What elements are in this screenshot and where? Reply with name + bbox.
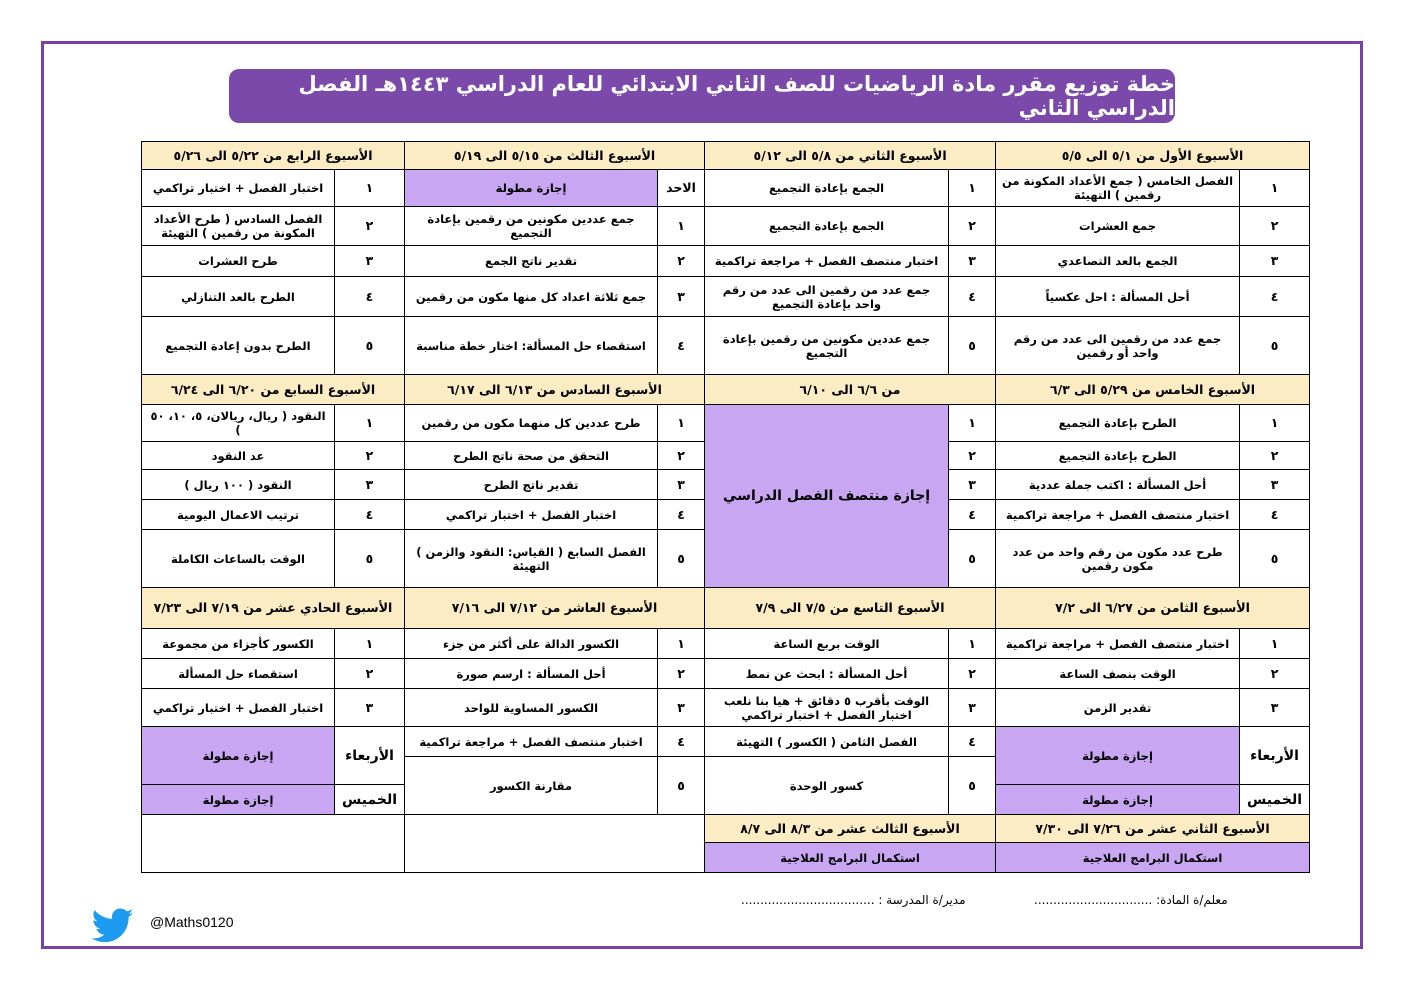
lesson-title: اختبار منتصف الفصل + مراجعة تراكمية — [705, 246, 949, 277]
lesson-number: ٤ — [335, 500, 405, 530]
lesson-number: ٥ — [335, 530, 405, 588]
lesson-title: الفصل الخامس ( جمع الأعداد المكونة من رقمين ) التهيئة — [996, 170, 1240, 207]
day-label: الخميس — [1240, 785, 1310, 815]
lesson-number: ٥ — [658, 757, 705, 815]
lesson-number: ١ — [949, 405, 996, 442]
lesson-row — [142, 689, 1310, 727]
lesson-number: ١ — [1240, 170, 1310, 207]
lesson-title: ترتيب الاعمال اليومية — [142, 500, 335, 530]
week-header: الأسبوع الحادي عشر من ٧/١٩ الى ٧/٢٣ — [142, 588, 405, 629]
lesson-title: الطرح بدون إعادة التجميع — [142, 317, 335, 375]
lesson-number: ٣ — [1240, 689, 1310, 727]
week-header-row — [142, 815, 1310, 843]
lesson-number: ٣ — [335, 470, 405, 500]
lesson-row — [142, 727, 1310, 757]
lesson-title: الوقت بالساعات الكاملة — [142, 530, 335, 588]
week-header: الأسبوع الخامس من ٥/٢٩ الى ٦/٣ — [996, 375, 1310, 405]
lesson-title: اختبار منتصف الفصل + مراجعة تراكمية — [996, 629, 1240, 659]
holiday-cell: إجازة مطولة — [142, 785, 335, 815]
lesson-number: ٥ — [1240, 530, 1310, 588]
lesson-title: تقدير ناتج الجمع — [405, 246, 658, 277]
week-header: الأسبوع الرابع من ٥/٢٢ الى ٥/٢٦ — [142, 142, 405, 170]
week-header-row — [142, 142, 1310, 170]
lesson-number: ٢ — [658, 659, 705, 689]
lesson-title: الكسور المساوية للواحد — [405, 689, 658, 727]
lesson-title: أحل المسألة : احل عكسياً — [996, 277, 1240, 317]
lesson-row — [142, 170, 1310, 207]
lesson-row — [142, 659, 1310, 689]
lesson-title: الجمع بإعادة التجميع — [705, 207, 949, 246]
lesson-title: الكسور كأجزاء من مجموعة — [142, 629, 335, 659]
lesson-title: الطرح بالعد التنازلي — [142, 277, 335, 317]
lesson-title: عد النقود — [142, 442, 335, 470]
lesson-number: ١ — [335, 405, 405, 442]
day-label: الاحد — [658, 170, 705, 207]
lesson-number: ٤ — [658, 317, 705, 375]
lesson-title: اختبار منتصف الفصل + مراجعة تراكمية — [405, 727, 658, 757]
lesson-number: ٢ — [949, 442, 996, 470]
day-label: الأربعاء — [335, 727, 405, 785]
lesson-row — [142, 207, 1310, 246]
lesson-number: ١ — [658, 207, 705, 246]
lesson-number: ٥ — [1240, 317, 1310, 375]
lesson-title: استقصاء حل المسألة — [142, 659, 335, 689]
lesson-title: استقصاء حل المسألة: اختار خطة مناسبة — [405, 317, 658, 375]
lesson-number: ٤ — [335, 277, 405, 317]
lesson-number: ٢ — [335, 207, 405, 246]
lesson-title: الطرح بإعادة التجميع — [996, 442, 1240, 470]
lesson-number: ٥ — [658, 530, 705, 588]
lesson-row — [142, 277, 1310, 317]
lesson-title: الوقت بأقرب ٥ دقائق + هيا بنا نلعب اختبار الفصل + اختبار تراكمي — [705, 689, 949, 727]
lesson-number: ٣ — [658, 470, 705, 500]
week-header: الأسبوع الأول من ٥/١ الى ٥/٥ — [996, 142, 1310, 170]
principal-signature-line: مدير/ة المدرسة : ................................... — [741, 893, 966, 907]
lesson-number: ٤ — [1240, 500, 1310, 530]
holiday-cell: إجازة مطولة — [405, 170, 658, 207]
page-title: خطة توزيع مقرر مادة الرياضيات للصف الثاني الابتدائي للعام الدراسي ١٤٤٣هـ الفصل الدراسي الثاني — [229, 69, 1175, 123]
lesson-title: الفصل الثامن ( الكسور ) التهيئة — [705, 727, 949, 757]
lesson-title: النقود ( ريال، ريالان، ٥، ١٠، ٥٠ ) — [142, 405, 335, 442]
lesson-number: ٤ — [658, 500, 705, 530]
holiday-cell: إجازة مطولة — [996, 785, 1240, 815]
lesson-number: ١ — [1240, 405, 1310, 442]
lesson-number: ٥ — [949, 530, 996, 588]
lesson-title: الفصل السابع ( القياس: النقود والزمن ) التهيئة — [405, 530, 658, 588]
lesson-row — [142, 246, 1310, 277]
day-label: الخميس — [335, 785, 405, 815]
lesson-number: ٥ — [335, 317, 405, 375]
week-header-row — [142, 588, 1310, 629]
lesson-number: ٣ — [1240, 246, 1310, 277]
lesson-number: ٣ — [949, 470, 996, 500]
schedule-table — [141, 141, 1310, 873]
lesson-number: ٤ — [1240, 277, 1310, 317]
lesson-title: جمع عددين مكونين من رقمين بإعادة التجميع — [705, 317, 949, 375]
holiday-cell: إجازة مطولة — [996, 727, 1240, 785]
lesson-title: الجمع بالعد التصاعدي — [996, 246, 1240, 277]
lesson-title: جمع ثلاثة اعداد كل منها مكون من رقمين — [405, 277, 658, 317]
remedial-cell: استكمال البرامج العلاجية — [996, 843, 1310, 873]
lesson-title: التحقق من صحة ناتج الطرح — [405, 442, 658, 470]
social-handle: @Maths0120 — [150, 914, 234, 930]
lesson-title: تقدير الزمن — [996, 689, 1240, 727]
teacher-signature-line: معلم/ة المادة: ............................... — [1034, 893, 1228, 907]
lesson-number: ١ — [658, 405, 705, 442]
lesson-number: ٢ — [658, 246, 705, 277]
lesson-number: ٣ — [949, 246, 996, 277]
lesson-number: ٣ — [658, 277, 705, 317]
lesson-title: النقود ( ١٠٠ ريال ) — [142, 470, 335, 500]
lesson-number: ٣ — [1240, 470, 1310, 500]
lesson-title: الوقت بربع الساعة — [705, 629, 949, 659]
lesson-number: ١ — [1240, 629, 1310, 659]
week-header: الأسبوع الثاني عشر من ٧/٢٦ الى ٧/٣٠ — [996, 815, 1310, 843]
twitter-bird-icon — [92, 908, 134, 944]
midterm-holiday-cell: إجازة منتصف الفصل الدراسي — [705, 405, 949, 588]
lesson-number: ٥ — [949, 757, 996, 815]
week-header: من ٦/٦ الى ٦/١٠ — [705, 375, 996, 405]
lesson-number: ١ — [949, 629, 996, 659]
lesson-title: اختبار الفصل + اختبار تراكمي — [142, 170, 335, 207]
lesson-number: ٢ — [1240, 659, 1310, 689]
empty-cell — [142, 815, 405, 873]
lesson-title: جمع العشرات — [996, 207, 1240, 246]
lesson-row — [142, 629, 1310, 659]
lesson-title: اختبار الفصل + اختبار تراكمي — [405, 500, 658, 530]
lesson-title: أحل المسألة : ابحث عن نمط — [705, 659, 949, 689]
week-header: الأسبوع التاسع من ٧/٥ الى ٧/٩ — [705, 588, 996, 629]
lesson-number: ٢ — [658, 442, 705, 470]
week-header: الأسبوع العاشر من ٧/١٢ الى ٧/١٦ — [405, 588, 705, 629]
lesson-title: اختبار الفصل + اختبار تراكمي — [142, 689, 335, 727]
lesson-number: ٢ — [949, 659, 996, 689]
lesson-title: طرح عدد مكون من رقم واحد من عدد مكون رقمين — [996, 530, 1240, 588]
lesson-title: الوقت بنصف الساعة — [996, 659, 1240, 689]
lesson-number: ٢ — [1240, 442, 1310, 470]
lesson-number: ١ — [949, 170, 996, 207]
week-header: الأسبوع الثاني من ٥/٨ الى ٥/١٢ — [705, 142, 996, 170]
lesson-number: ٤ — [658, 727, 705, 757]
week-header: الأسبوع الثامن من ٦/٢٧ الى ٧/٢ — [996, 588, 1310, 629]
lesson-number: ٢ — [949, 207, 996, 246]
lesson-number: ٤ — [949, 500, 996, 530]
lesson-number: ٤ — [949, 277, 996, 317]
lesson-number: ٣ — [335, 246, 405, 277]
lesson-number: ١ — [658, 629, 705, 659]
lesson-number: ٣ — [949, 689, 996, 727]
lesson-title: مقارنة الكسور — [405, 757, 658, 815]
lesson-number: ٢ — [335, 659, 405, 689]
lesson-title: طرح العشرات — [142, 246, 335, 277]
lesson-title: الفصل السادس ( طرح الأعداد المكونة من رقمين ) التهيئة — [142, 207, 335, 246]
lesson-number: ٢ — [1240, 207, 1310, 246]
week-header: الأسبوع الثالث عشر من ٨/٣ الى ٨/٧ — [705, 815, 996, 843]
lesson-title: اختبار منتصف الفصل + مراجعة تراكمية — [996, 500, 1240, 530]
lesson-title: جمع عددين مكونين من رقمين بإعادة التجميع — [405, 207, 658, 246]
lesson-title: طرح عددين كل منهما مكون من رقمين — [405, 405, 658, 442]
lesson-title: أحل المسألة : ارسم صورة — [405, 659, 658, 689]
lesson-number: ٣ — [335, 689, 405, 727]
week-header: الأسبوع السادس من ٦/١٣ الى ٦/١٧ — [405, 375, 705, 405]
holiday-cell: إجازة مطولة — [142, 727, 335, 785]
day-label: الأربعاء — [1240, 727, 1310, 785]
lesson-number: ١ — [335, 170, 405, 207]
lesson-title: الطرح بإعادة التجميع — [996, 405, 1240, 442]
lesson-row — [142, 405, 1310, 442]
lesson-row — [142, 317, 1310, 375]
lesson-number: ٤ — [949, 727, 996, 757]
lesson-title: تقدير ناتج الطرح — [405, 470, 658, 500]
empty-cell — [405, 815, 705, 873]
lesson-number: ٣ — [658, 689, 705, 727]
lesson-number: ١ — [335, 629, 405, 659]
lesson-title: جمع عدد من رقمين الى عدد من رقم واحد بإعادة التجميع — [705, 277, 949, 317]
lesson-title: الكسور الدالة على أكثر من جزء — [405, 629, 658, 659]
lesson-title: الجمع بإعادة التجميع — [705, 170, 949, 207]
week-header-row — [142, 375, 1310, 405]
lesson-title: جمع عدد من رقمين الى عدد من رقم واحد أو رقمين — [996, 317, 1240, 375]
week-header: الأسبوع السابع من ٦/٢٠ الى ٦/٢٤ — [142, 375, 405, 405]
lesson-title: أحل المسألة : اكتب جملة عددية — [996, 470, 1240, 500]
lesson-number: ٢ — [335, 442, 405, 470]
remedial-cell: استكمال البرامج العلاجية — [705, 843, 996, 873]
lesson-number: ٥ — [949, 317, 996, 375]
week-header: الأسبوع الثالث من ٥/١٥ الى ٥/١٩ — [405, 142, 705, 170]
lesson-title: كسور الوحدة — [705, 757, 949, 815]
